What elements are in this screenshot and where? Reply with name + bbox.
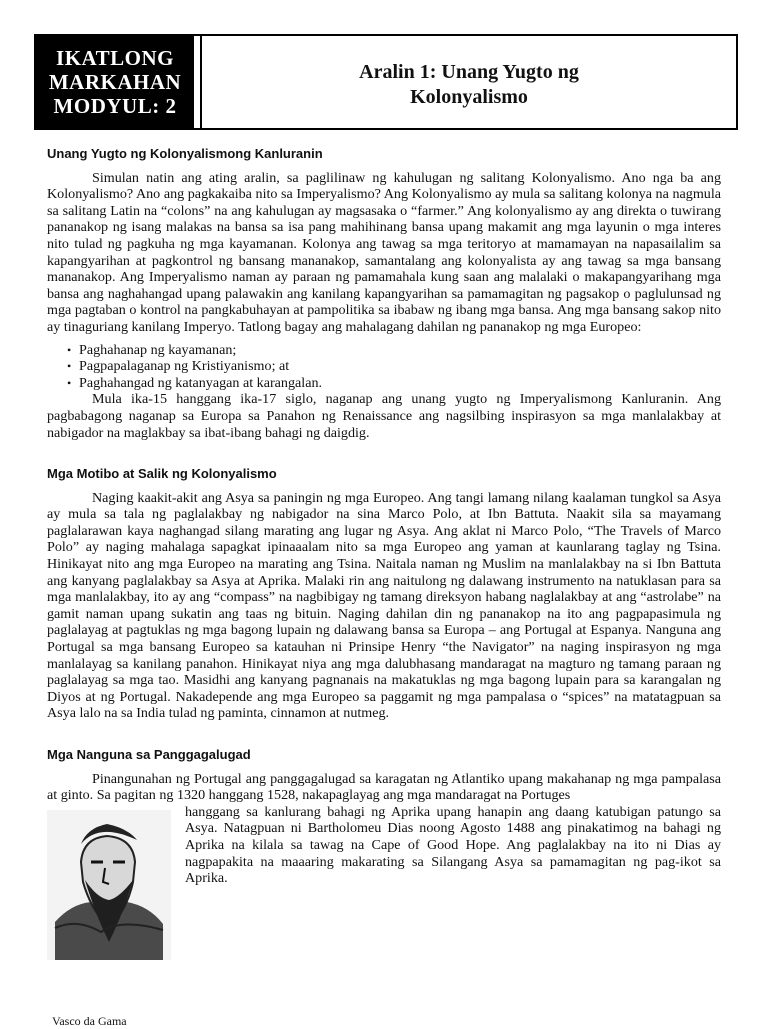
quarter-line-1: IKATLONG (56, 46, 174, 70)
section-heading-1: Unang Yugto ng Kolonyalismong Kanluranin (47, 146, 323, 161)
reasons-list (47, 342, 721, 392)
lesson-title (202, 36, 736, 128)
section-heading-3: Mga Nanguna sa Panggagalugad (47, 747, 251, 762)
section1-paragraph-1: Simulan natin ang ating aralin, sa paglilinaw ng kahulugan ng salitang Kolonyalismo. Ano nga ba ang Kolonyalismo? Ano ang pagkakaiba nito sa Imperyalismo? Ang Kolonyalismo ay mula sa salitang kolonya na nagmula sa salitang Latin na “colons” na ang kahulugan ay magsasaka o “farmer.” Ang kolonyalismo ay ang direkta o tuwirang pananakop ng isang malakas na bansa sa isa pang mahihinang bansa upang makamit ang mga layunin o mga interes nito tulad ng pagkuha ng mga kayamanan. Kolonya ang tawag sa mga teritoryo at mamamayan na napasailalim sa kapangyarihan at pagkontrol ng bansang mananakop, samantalang ang kolonyalista ay ang tawag sa mga bansang mananakop. Ang Imperyalismo naman ay paraan ng pamamahala kung saan ang malalaki o makapangyarihang mga bansa ang naghahangad upang palawakin ang kanilang kapangyarihan sa pamamagitan ng pagsakop o paglulunsad ng mga pagtaban o kontrol na pangkabuhayan at pampolitika sa ibabaw ng ibang mga bansa. Ang mga bansang sakop nito ay tinaguriang kanilang Imperyo. Tatlong bagay ang mahalagang dahilan ng pananakop ng mga Europeo: (47, 169, 721, 335)
section3-paragraph-intro: Pinangunahan ng Portugal ang panggagalugad sa karagatan ng Atlantiko upang makahanap ng mga pampalasa at ginto. Sa pagitan ng 1320 hanggang 1528, nakapaglayag ang mga mandaragat na Portuges (47, 770, 721, 804)
lesson-title-line-2: Kolonyalismo (410, 86, 528, 108)
section1-paragraph-2: Mula ika-15 hanggang ika-17 siglo, naganap ang unang yugto ng Imperyalismong Kanluranin. Ang pagbabagong naganap sa Europa sa Panahon ng Renaissance ang nagsilbing inspirasyon sa mga manlalakbay at nabigador na maglakbay sa ibat-ibang bahagi ng daigdig. (47, 391, 721, 441)
lesson-title-line-1: Aralin 1: Unang Yugto ng (359, 61, 579, 83)
list-item: • Paghahangad ng katanyagan at karangalan. (69, 375, 721, 392)
header-divider (194, 36, 202, 128)
portrait-caption: Vasco da Gama (52, 1014, 127, 1028)
list-item: • Pagpapalaganap ng Kristiyanismo; at (69, 358, 721, 375)
quarter-line-2: MARKAHAN (48, 70, 182, 94)
quarter-line-3: MODYUL: 2 (53, 94, 177, 118)
document-body (47, 146, 721, 960)
section-heading-2: Mga Motibo at Salik ng Kolonyalismo (47, 466, 277, 482)
module-header (34, 34, 738, 130)
section2-paragraph: Naging kaakit-akit ang Asya sa paningin ng mga Europeo. Ang tangi lamang nilang kaalaman tungkol sa Asya ay mula sa tala ng paglalakbay ng nabigador na sina Marco Polo, at Ibn Battuta. Naakit sila sa mayamang paglalarawan kaya naghangad silang marating ang lugar ng Asya. Ang aklat ni Marco Polo, “The Travels of Marco Polo” ay naging mahalaga sapagkat ipinaaalam nito sa mga Europeo ang yaman at kaunlarang taglay ng Tsina. Hinikayat nito ang mga Europeo na marating ang Tsina. Naitala naman ng Muslim na manlalakbay na si Ibn Battuta ang kanyang paglalakbay sa Asya at Aprika. Malaki rin ang naitulong ng dalawang instrumento na natuklasan para sa mga manlalakbay, ito ay ang “compass” na nagbibigay ng tamang direksyon habang naglalakbay at ang “astrolabe” na gamit naman upang sukatin ang taas ng bituin. Naging dahilan din ng pananakop na ito ang pagpapasimula ng paglalayag at pagtuklas ng mga bagong lupain ng dalawang bansa sa Europa – ang Portugal at Espanya. Nanguna ang Portugal sa mga bansang Europeo sa katauhan ni Prinsipe Henry “the Navigator” na naging inspirasyon ng mga manlalayag sa kanilang panahon. Hinikayat niya ang mga dalubhasang mandaragat na magturo ng tamang paraan ng paglalayag sa mga tao. Masidhi ang kanyang pagnanais na makatuklas ng mga bagong lupain para sa karangalan ng Diyos at ng Portugal. Nakadepende ang mga Europeo sa paggamit ng mga pampalasa o “spices” na matatagpuan sa Asya lalo na sa India tulad ng paminta, cinnamon at nutmeg. (47, 489, 721, 722)
list-item: • Paghahanap ng kayamanan; (69, 342, 721, 359)
quarter-module-label (36, 36, 194, 128)
section3-paragraph-wrap: hanggang sa kanlurang bahagi ng Aprika upang hanapin ang daang katubigan patungo sa Asya. Natagpuan ni Bartholomeu Dias noong Agosto 1488 ang pinakatimog na bahagi ng Aprika na kilala sa tawag na Cape of Good Hope. Ang paglalakbay na ito ni Dias ay nagpapakita na maaaring makarating sa Silangang Asya sa pamamagitan ng pag-ikot sa Aprika. (185, 803, 721, 887)
vasco-da-gama-portrait (47, 810, 171, 960)
